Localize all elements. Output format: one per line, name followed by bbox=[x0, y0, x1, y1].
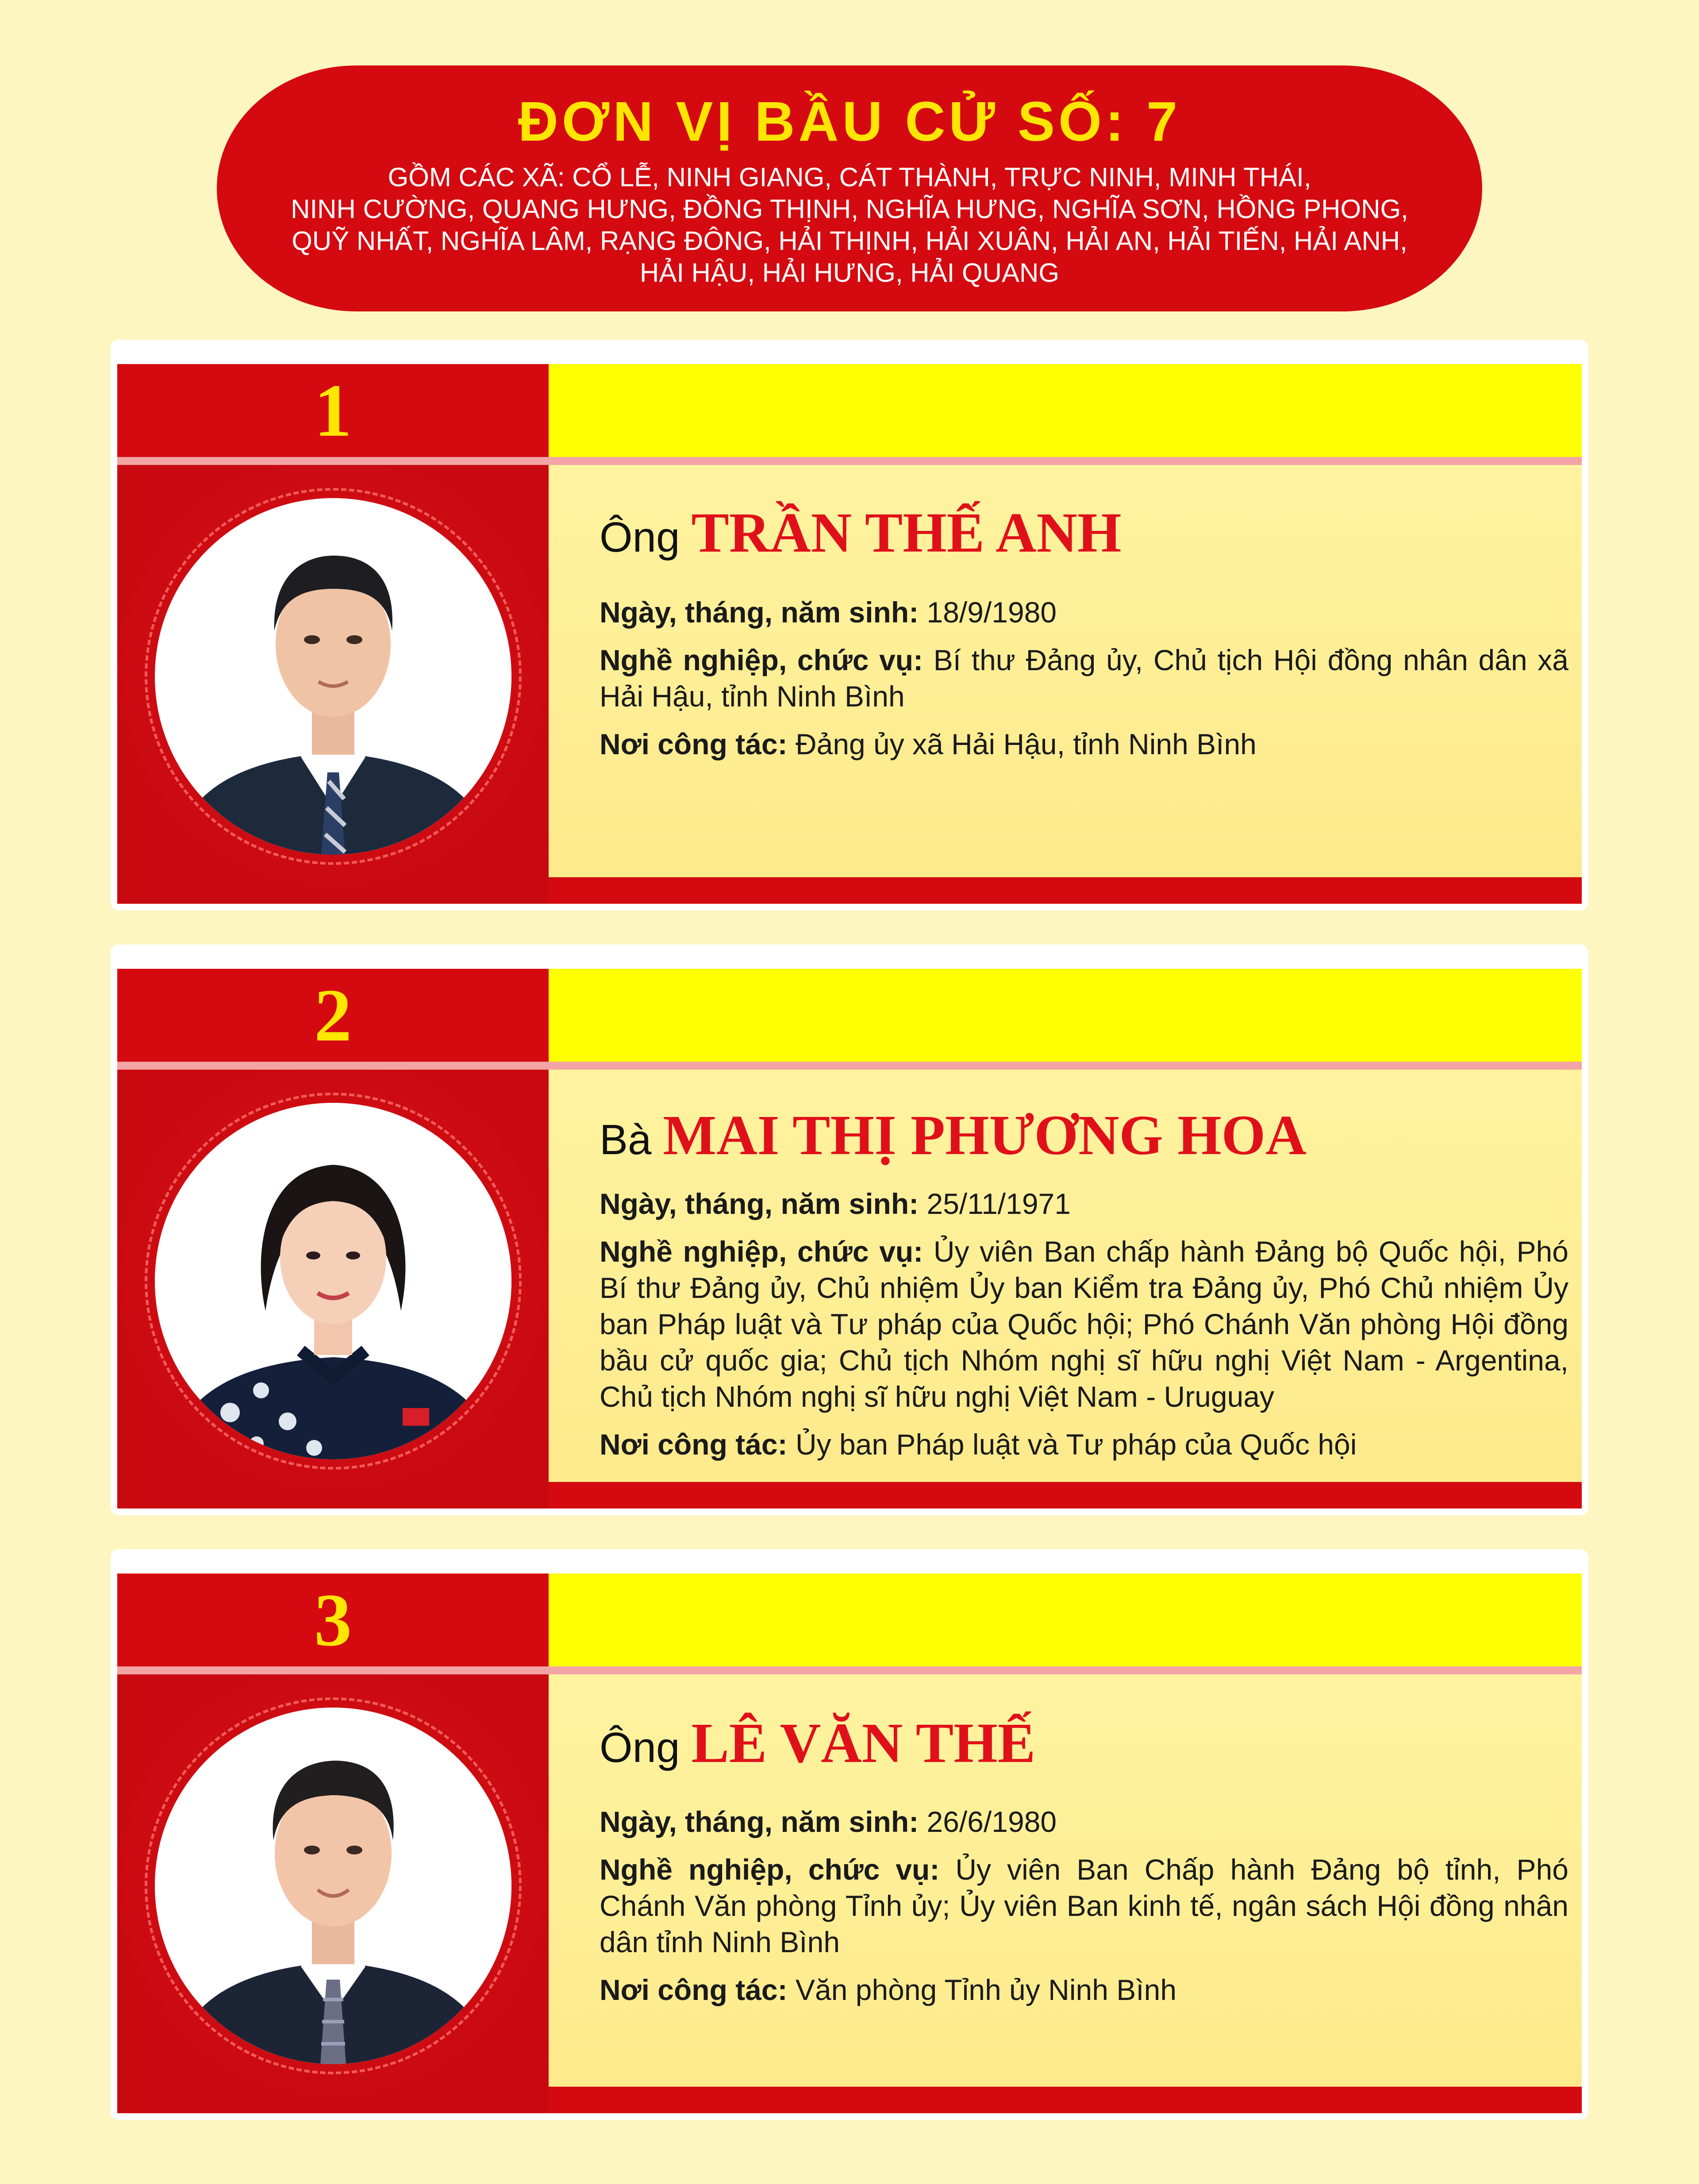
work-label: Nơi công tác: bbox=[600, 1428, 788, 1461]
candidate-name: TRẦN THẾ ANH bbox=[691, 501, 1122, 564]
commune-line: HẢI HẬU, HẢI HƯNG, HẢI QUANG bbox=[639, 257, 1060, 288]
job-row bbox=[600, 1233, 1568, 1415]
work-row bbox=[600, 1426, 1568, 1462]
commune-line: GỒM CÁC XÃ: CỔ LỄ, NINH GIANG, CÁT THÀNH, TRỰC NINH, MINH THÁI, bbox=[388, 162, 1311, 192]
candidate-number-box bbox=[117, 969, 549, 1062]
photo-panel bbox=[117, 465, 549, 904]
divider bbox=[117, 1666, 1582, 1674]
candidate-name: LÊ VĂN THẾ bbox=[691, 1712, 1036, 1774]
dob-row bbox=[600, 594, 1568, 630]
photo-panel bbox=[117, 1070, 549, 1508]
job-value: Bí thư Đảng ủy, Chủ tịch Hội đồng nhân dân xã Hải Hậu, tỉnh Ninh Bình bbox=[600, 644, 1569, 713]
candidate-photo bbox=[155, 498, 511, 855]
work-value: Ủy ban Pháp luật và Tư pháp của Quốc hội bbox=[795, 1428, 1357, 1461]
title-bar bbox=[549, 969, 1582, 1062]
dob-value: 26/6/1980 bbox=[926, 1805, 1057, 1838]
man-portrait-icon bbox=[155, 1708, 511, 2064]
candidate-number: 3 bbox=[314, 1578, 352, 1662]
candidate-name-line bbox=[600, 1711, 1035, 1776]
job-row bbox=[600, 642, 1568, 714]
job-label: Nghề nghiệp, chức vụ: bbox=[600, 1235, 923, 1268]
man-portrait-icon bbox=[155, 498, 511, 855]
dob-row bbox=[600, 1804, 1568, 1840]
candidate-card-2 bbox=[111, 944, 1588, 1515]
work-row bbox=[600, 726, 1568, 762]
job-label: Nghề nghiệp, chức vụ: bbox=[600, 1853, 940, 1886]
job-label: Nghề nghiệp, chức vụ: bbox=[600, 644, 923, 676]
work-row bbox=[600, 1972, 1568, 2008]
candidate-info bbox=[600, 594, 1568, 774]
dob-row bbox=[600, 1186, 1568, 1222]
candidate-photo bbox=[155, 1708, 511, 2064]
candidate-name-line bbox=[600, 1103, 1307, 1168]
dob-label: Ngày, tháng, năm sinh: bbox=[600, 1805, 919, 1838]
title-bar bbox=[549, 1574, 1582, 1666]
dob-value: 18/9/1980 bbox=[926, 596, 1057, 629]
candidate-number-box bbox=[117, 364, 549, 457]
candidate-name-line bbox=[600, 500, 1122, 565]
honorific: Bà bbox=[600, 1116, 652, 1163]
commune-list bbox=[239, 161, 1460, 289]
job-row bbox=[600, 1851, 1568, 1960]
work-label: Nơi công tác: bbox=[600, 1973, 788, 2006]
work-value: Văn phòng Tỉnh ủy Ninh Bình bbox=[795, 1973, 1177, 2006]
candidate-number: 2 bbox=[314, 974, 352, 1057]
work-value: Đảng ủy xã Hải Hậu, tỉnh Ninh Bình bbox=[795, 728, 1257, 760]
candidate-number: 1 bbox=[314, 369, 352, 452]
page-title: ĐƠN VỊ BẦU CỬ SỐ: 7 bbox=[518, 90, 1181, 153]
candidate-name: MAI THỊ PHƯƠNG HOA bbox=[663, 1104, 1307, 1167]
candidate-card-3 bbox=[111, 1549, 1588, 2120]
job-value: Ủy viên Ban chấp hành Đảng bộ Quốc hội, Phó Bí thư Đảng ủy, Chủ nhiệm Ủy ban Kiểm tra Đảng ủy, Phó Chủ nhiệm Ủy ban Pháp luật và Tư pháp của Quốc hội; Phó Chánh Văn phòng Hội đồng bầu cử quốc gia; Chủ tịch Nhóm nghị sĩ hữu nghị Việt Nam - Argentina, Chủ tịch Nhóm nghị sĩ hữu nghị Việt Nam - Uruguay bbox=[600, 1235, 1569, 1413]
work-label: Nơi công tác: bbox=[600, 728, 788, 760]
honorific: Ông bbox=[600, 1724, 680, 1771]
divider bbox=[117, 1062, 1582, 1070]
info-bottom-bar bbox=[549, 1482, 1582, 1508]
header-banner bbox=[217, 65, 1482, 311]
divider bbox=[117, 457, 1582, 465]
candidate-number-box bbox=[117, 1574, 549, 1666]
candidate-info bbox=[600, 1186, 1568, 1474]
dob-label: Ngày, tháng, năm sinh: bbox=[600, 596, 919, 629]
dob-label: Ngày, tháng, năm sinh: bbox=[600, 1187, 919, 1220]
candidate-photo bbox=[155, 1103, 511, 1459]
candidate-card-1 bbox=[111, 340, 1588, 910]
commune-line: QUỸ NHẤT, NGHĨA LÂM, RẠNG ĐÔNG, HẢI THỊNH, HẢI XUÂN, HẢI AN, HẢI TIẾN, HẢI ANH, bbox=[292, 226, 1407, 256]
job-value: Ủy viên Ban Chấp hành Đảng bộ tỉnh, Phó Chánh Văn phòng Tỉnh ủy; Ủy viên Ban kinh tế, ngân sách Hội đồng nhân dân tỉnh Ninh Bình bbox=[600, 1853, 1568, 1958]
dob-value: 25/11/1971 bbox=[926, 1187, 1071, 1220]
honorific: Ông bbox=[600, 514, 680, 561]
info-bottom-bar bbox=[549, 2087, 1582, 2113]
commune-line: NINH CƯỜNG, QUANG HƯNG, ĐỒNG THỊNH, NGHĨA HƯNG, NGHĨA SƠN, HỒNG PHONG, bbox=[291, 194, 1408, 224]
title-bar bbox=[549, 364, 1582, 457]
photo-panel bbox=[117, 1674, 549, 2113]
candidate-info bbox=[600, 1804, 1568, 2019]
info-bottom-bar bbox=[549, 877, 1582, 904]
woman-portrait-icon bbox=[155, 1103, 511, 1459]
